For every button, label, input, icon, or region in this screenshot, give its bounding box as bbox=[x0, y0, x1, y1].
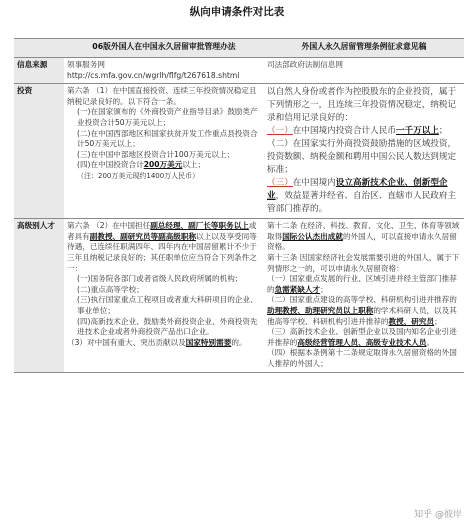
info-source-new-cell: 司法部政府法制信息网 bbox=[264, 58, 464, 84]
header-corner bbox=[14, 39, 64, 58]
investment-new-item-2: （二）在国家实行外商投资鼓励措施的区域投资，投资数额、纳税金额和聘用中国公民人数达到规定标准； bbox=[267, 139, 457, 176]
talent-old-item: (二)重点高等学校； bbox=[77, 284, 144, 294]
talent-new-item-1: （一）国家重点发展的行业、区域引进并经主管部门推荐的急需紧缺人才； bbox=[267, 274, 457, 294]
talent-old-cell bbox=[64, 219, 264, 372]
talent-new-cell bbox=[264, 219, 464, 372]
investment-old-line: (三)在中国中部地区投资合计100万美元以上； bbox=[77, 149, 235, 159]
talent-old-item: (四)高新技术企业、鼓励类外商投资企业、外商投资先进技术企业或者外商投资产品出口企业。 bbox=[77, 316, 258, 337]
talent-new-item-3: （三）高新技术企业、创新型企业以及国内知名企业引进并推荐的高级经营管理人员、高级专业技术人员。 bbox=[267, 327, 457, 347]
table-row-info-source bbox=[14, 58, 464, 84]
investment-old-line: 第六条 （1）在中国直接投资、连续三年投资情况稳定且纳税记录良好的。以下符合一条。 bbox=[67, 86, 257, 106]
talent-new-para-2: 第十三条 因国家经济社会发展需要引进的外国人，属于下列情形之一的，可以申请永久居留资格： bbox=[267, 252, 460, 273]
talent-new-item-2: （二）国家重点建设的高等学校、科研机构引进并推荐的助理教授、助理研究员以上职称的学术科研人员，以及其他高等学校、科研机构引进并推荐的教授、研究员； bbox=[267, 295, 457, 326]
talent-old-item: (三)执行国家重点工程项目或者重大科研项目的企业、事业单位； bbox=[77, 295, 258, 315]
talent-new-para-1: 第十二条 在经济、科技、教育、文化、卫生、体育等领域取得国际公认杰出成就的外国人，可以直接申请永久居留资格。 bbox=[267, 221, 460, 252]
investment-old-cell bbox=[64, 84, 264, 219]
investment-new-cell bbox=[264, 84, 464, 219]
info-source-old-link[interactable]: http://cs.mfa.gov.cn/wgrlh/flfg/t267618.shtml bbox=[67, 70, 240, 80]
table-row-investment bbox=[14, 84, 464, 219]
info-source-old-cell bbox=[64, 58, 264, 84]
table-header-row bbox=[14, 39, 464, 58]
investment-new-intro: 以自然人身份或者作为控股股东的企业投资，属于下列情形之一，且连续三年投资情况稳定，纳税记录和信用记录良好的： bbox=[267, 87, 457, 124]
info-source-old-name: 领事服务网 bbox=[67, 60, 105, 69]
row-label-talent: 高级别人才 bbox=[14, 219, 64, 372]
investment-old-line: (二)在中国西部地区和国家扶贫开发工作重点县投资合计50万美元以上； bbox=[77, 128, 258, 149]
talent-old-item: (一)国务院各部门或者省级人民政府所属的机构； bbox=[77, 274, 243, 284]
header-old-rules: 06版外国人在中国永久居留审批管理办法 bbox=[64, 39, 264, 58]
page-title: 纵向申请条件对比表 bbox=[189, 6, 285, 18]
investment-old-line: (四)在中国投资合计200万美元以上； bbox=[77, 160, 206, 170]
header-new-draft: 外国人永久居留管理条例征求意见稿 bbox=[264, 39, 464, 58]
talent-old-para: 第六条 （2）在中国担任副总经理、副厂长等职务以上或者具有副教授、副研究员等副高级职称以上以及享受同等待遇，已连续任职满四年、四年内在中国居留累计不少于三年且纳税记录良好的；其任职单位应当符合下列条件之一： bbox=[67, 221, 257, 273]
investment-old-line: (一)在国家颁布的《外商投资产业指导目录》鼓励类产业投资合计50万美元以上； bbox=[77, 107, 258, 127]
row-label-info-source: 信息来源 bbox=[14, 58, 64, 84]
comparison-table bbox=[14, 38, 464, 373]
investment-new-item-1: （一）在中国境内投资合计人民币一千万以上； bbox=[267, 126, 448, 137]
row-label-investment: 投资 bbox=[14, 84, 64, 219]
watermark: 知乎 @彼岸 bbox=[414, 510, 462, 520]
investment-old-note: （注：200万美元现约1400万人民币） bbox=[77, 171, 200, 180]
investment-new-item-3: （三）在中国境内设立高新技术企业、创新型企业，效益显著并经省、自治区、直辖市人民政府主管部门推荐的。 bbox=[267, 178, 457, 215]
talent-new-item-4: （四）根据本条例第十二条规定取得永久居留资格的外国人推荐的外国人； bbox=[267, 348, 457, 368]
table-row-talent bbox=[14, 219, 464, 372]
talent-old-para-3: （3）对中国有重大、突出贡献以及国家特别需要的。 bbox=[67, 337, 247, 347]
